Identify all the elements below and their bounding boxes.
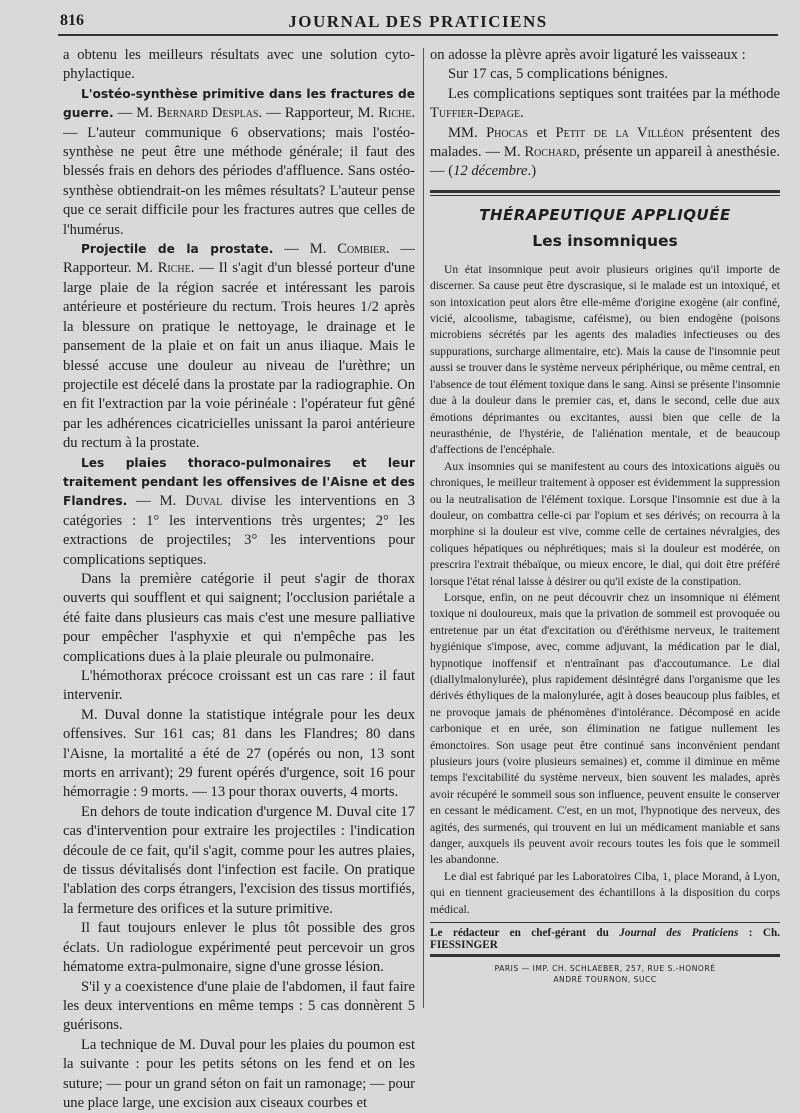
- paragraph: [430, 46, 780, 65]
- paragraph-text: L'hémothorax précoce croissant est un cas rare : il faut intervenir.: [63, 668, 415, 704]
- run-in-heading: Projectile de la prostate.: [81, 242, 274, 257]
- paragraph-text: .): [527, 163, 537, 180]
- paragraph: [63, 1036, 415, 1113]
- author-name: Riche: [378, 105, 412, 122]
- paragraph-text: La technique de M. Duval pour les plaies du poumon est la suivante : pour les petits sétons on les fend et on les suture; — pour un grand séton on fait un ramonage; — pour une place large, une excision aux ciseaux courbes et: [63, 1036, 415, 1111]
- imprint-line-1: PARIS — IMP. CH. SCHLAEBER, 257, RUE S.-HONORÉ: [494, 964, 716, 974]
- journal-title: JOURNAL DES PRATICIENS: [288, 12, 548, 31]
- paragraph-text: Les complications septiques sont traitées par la méthode: [448, 85, 780, 102]
- author-name: Duval: [185, 493, 223, 510]
- paragraph-text: — M.: [127, 493, 186, 510]
- paragraph-text: présentent des malades. — M.: [430, 124, 780, 161]
- paragraph-text: En dehors de toute indication d'urgence M. Duval cite 17 cas d'intervention pour extraire les projectiles : l'indication découle de ce fait, qu'il s'agit, comme pour les autres plaies, de tissus dévitalisés dont l'infection est facile. On pratique l'ablation des corps étrangers, l'excision des tissus mortifiés, la fermeture des orifices et la suture primitive.: [63, 803, 415, 917]
- paragraph-text: Sur 17 cas, 5 complications bénignes.: [448, 66, 669, 83]
- paragraph: [63, 667, 415, 706]
- article-body: [430, 262, 780, 918]
- article-paragraph: Lorsque, enfin, on ne peut découvrir chez un insomnique ni élément toxique ni douloureux, mais que la privation de sommeil est provoquée ou entretenue par un état d'excitation ou d'éréthisme nerveux, le traitement hygiénique s'impose, avec, comme adjuvant, la médication par le dial, hypnotique inoffensif et n'entraînant pas d'accoutumance. Le dial (diallylmalonylurée), plus rapidement désintégré dans l'organisme que les dérivés éthyliques de la malonylurée, agit à doses beaucoup plus faibles, et ne provoque jamais de phénomènes d'intolérance. Décomposé en acide carbonique et en urée, son élimination ne fatigue nullement les émonctoires. Son usage peut être continué sans inconvénient pendant plusieurs jours (voire plusieurs semaines) et, comme il diminue en même temps l'excitabilité du système nerveux, bien souvent les malades, après avoir récupéré le sommeil sous son influence, peuvent ensuite le conserver en cessant le médicament. C'est, en un mot, l'hypnotique des nerveux, des agités, des surmenés, qui trouvent en lui un médicament maniable et sans danger, auxquels ils peuvent avoir recours toutes les fois que le sommeil les abandonne.: [430, 590, 780, 867]
- paragraph: [63, 570, 415, 667]
- paragraph-text: Il faut toujours enlever le plus tôt possible des gros éclats. Un radiologue expérimenté peut percevoir un gros hématome extra-pulmonaire, signe d'une grosse lésion.: [63, 920, 415, 976]
- paragraph: [63, 240, 415, 453]
- paragraph-text: M. Duval donne la statistique intégrale pour les deux offensives. Sur 161 cas; 81 dans les Flandres; 80 dans l'Aisne, la mortalité a été de 27 (opérés ou non, 13 sont morts en arrivant); 29 furent opérés d'urgence, soit 16 pour hémorragie : 9 morts. — 13 pour thorax ouverts, 4 morts.: [63, 706, 415, 801]
- imprint-line-2: ANDRÉ TOURNON, SUCC: [553, 975, 657, 985]
- paragraph-text: Dans la première catégorie il peut s'agir de thorax ouverts qui soufflent et qui saignent; l'occlusion pariétale a été faite dans plusieurs cas mais c'est une mesure palliative pour empêcher l'asphyxie et qui n'empêche pas les complications dues à la plaie pleurale ou pulmonaire.: [63, 570, 415, 665]
- paragraph-text: . — Rapporteur. M.: [63, 241, 415, 277]
- page-number: 816: [60, 12, 84, 29]
- section-rule-thick: [430, 190, 780, 193]
- editor-prefix: Le rédacteur en chef-gérant du: [430, 927, 620, 940]
- paragraph: [63, 454, 415, 570]
- left-column: [63, 46, 415, 1113]
- editor-line: [430, 927, 780, 951]
- page-header: [60, 8, 776, 34]
- paragraph-text: et: [528, 124, 556, 141]
- paragraph-text: .: [520, 105, 524, 122]
- paragraph: [430, 65, 780, 84]
- author-name: Tuffier-Depage: [430, 105, 521, 122]
- run-in-heading: Les plaies thoraco-pulmonaires et leur traitement pendant les offensives de l'Aisne et des Flandres.: [63, 455, 415, 509]
- article-paragraph: Aux insomnies qui se manifestent au cours des intoxications aiguës ou chroniques, le meilleur traitement à opposer est évidemment la suppression ou la neutralisation de l'élément toxique. Lorsque l'insomnie est due à la douleur, on combattra celle-ci par l'opium et ses dérivés; on recourra à la morphine si la douleur est vive, comme celle de certaines névralgies, des coliques hépatiques ou néphrétiques; mais si la douleur est modérée, on prescrira l'extrait thébaïque, ou mieux encore, le dial, qui doit être préféré lorsque l'état rénal laisse à désirer ou qu'il existe de la constipation.: [430, 459, 780, 588]
- paragraph-text: . — Rapporteur, M.: [258, 105, 379, 122]
- paragraph-text: divise les interventions en 3 catégories : 1° les interventions très urgentes; 2° les extractions de projectiles; 3° les interventions pour complications septiques.: [63, 493, 415, 568]
- paragraph: [430, 85, 780, 124]
- paragraph-text: — M.: [113, 105, 157, 122]
- paragraph-text: , présente un appareil à anesthésie. — (: [430, 144, 780, 180]
- header-rule: [58, 34, 778, 36]
- article-title: Les insomniques: [532, 231, 678, 250]
- footer-rule: [430, 954, 780, 957]
- article-end-rule: [430, 922, 780, 923]
- article-paragraph: Un état insomnique peut avoir plusieurs origines qu'il importe de discerner. Sa cause peut être dyscrasique, si le malade est un intoxiqué, et son intoxication peut alors être elle-même d'origine exogène (air confiné, vicié, alcoolisme, tabagisme, caféisme), ou bien endogène (poisons microbiens sécrétés par les agents des maladies infectieuses ou des suppurations, surcharge alimentaire, etc). Mais la cause de l'insomnie peut aussi se trouver dans le système nerveux périphérique, ou même central, en l'absence de tout élément toxique dans le sang. Ainsi se présente l'insomnie due à la douleur dans le premier cas, et, dans le second, celle due aux émotions déprimantes ou excitantes, aussi bien que celle de la neurasthénie, de l'hystérie, de l'aliénation mentale, et de beaucoup d'affections de l'encéphale.: [430, 262, 780, 457]
- paragraph: [63, 919, 415, 977]
- run-in-heading: L'ostéo-synthèse primitive dans les fractures de guerre.: [63, 86, 415, 121]
- author-name: Combier: [337, 241, 386, 258]
- paragraph-text: 12 décembre: [453, 163, 528, 180]
- article-paragraph: Le dial est fabriqué par les Laboratoires Ciba, 1, place Morand, à Lyon, qui en tiennent gracieusement des échantillons à la disposition du corps médical.: [430, 869, 780, 916]
- paragraph: [430, 124, 780, 182]
- column-divider: [423, 48, 424, 1008]
- author-name: Phocas: [486, 124, 529, 141]
- paragraph-text: . — L'auteur communique 6 observations; mais l'ostéo-synthèse ne peut être une méthode générale; il faut des blessés frais en dehors des périodes d'affluence. Sans ostéo-synthèse obtiendrait-on les mêmes résultats? L'auteur pense que ce serait difficile pour les fractures autres que celles de l'humérus.: [63, 105, 415, 238]
- imprint: [430, 963, 780, 985]
- author-name: Bernard Desplas: [156, 105, 259, 122]
- paragraph-text: . — Il s'agit d'un blessé porteur d'une large plaie de la région sacrée et intéressant les parois antérieure et postérieure du rectum. Trois heures 1/2 après la blessure on pratique le nettoyage, le drainage et le pansement de la plaie et on fait un anus iliaque. Mais le blessé accuse une douleur au niveau de l'urèthre; un projectile est décelé dans la prostate par la radiographie. On en fit l'extraction par la voie périnéale : l'opérateur fut gêné par les adhérences cicatricielles unissant la paroi antérieure du rectum à la prostate.: [63, 260, 415, 452]
- author-name: Petit de la Villéon: [555, 124, 684, 141]
- paragraph-text: S'il y a coexistence d'une plaie de l'abdomen, il faut faire les deux interventions en même temps : 5 cas donnèrent 5 guérisons.: [63, 978, 415, 1034]
- section-title: THÉRAPEUTIQUE APPLIQUÉE: [479, 205, 731, 224]
- paragraph: [63, 803, 415, 919]
- right-column: [430, 46, 780, 985]
- paragraph-text: — M.: [273, 241, 338, 258]
- paragraph: [63, 706, 415, 803]
- author-name: Riche: [157, 260, 191, 277]
- paragraph: [63, 85, 415, 240]
- section-rule-thin: [430, 195, 780, 196]
- paragraph: [63, 978, 415, 1036]
- paragraph-text: on adosse la plèvre après avoir ligaturé les vaisseaux :: [430, 47, 746, 63]
- right-column-top: [430, 46, 780, 182]
- paragraph-text: a obtenu les meilleurs résultats avec une solution cyto-phylactique.: [63, 47, 415, 83]
- editor-suffix: : Ch. FIESSINGER: [430, 927, 781, 952]
- paragraph-text: MM.: [448, 124, 487, 141]
- paragraph: [63, 46, 415, 85]
- editor-journal: Journal des Praticiens: [619, 927, 739, 940]
- author-name: Rochard: [524, 144, 577, 161]
